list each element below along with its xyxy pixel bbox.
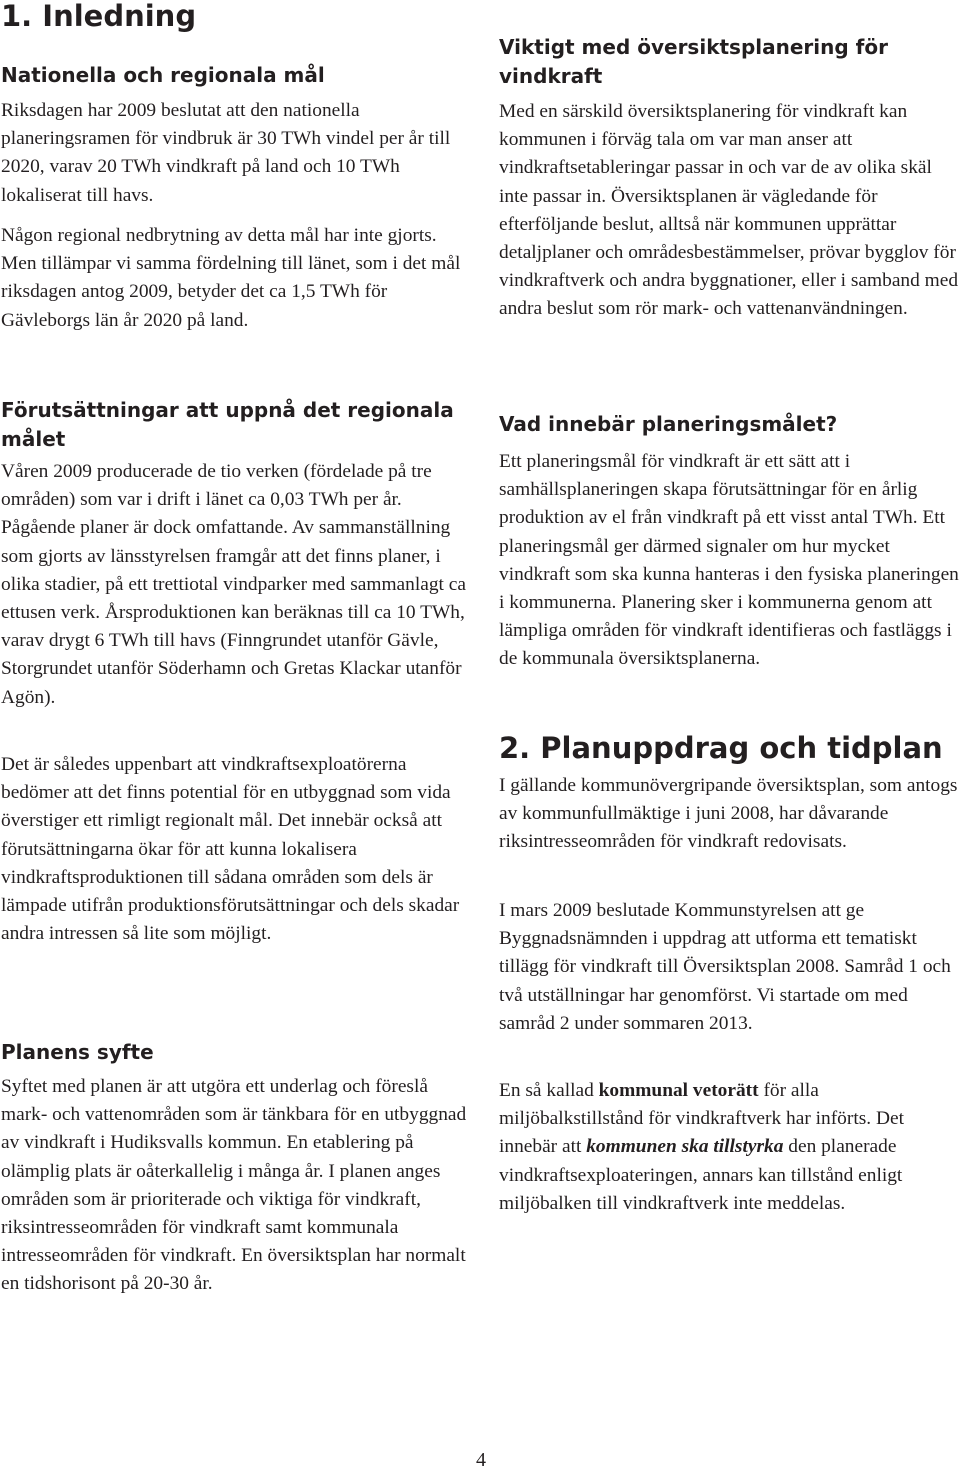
text-run: den planerade vindkraftsexploateringen, annars kan tillstånd enligt miljöbalken till vindkraftverk inte meddelas. <box>499 1136 903 1214</box>
paragraph-plan-purpose: Syftet med planen är att utgöra ett underlag och föreslå mark- och vattenområden som är tänkbara för en utbyggnad av vindkraft i Hudiksvalls kommun. En etablering på olämplig plats är oåterkallelig i många år. I planen anges områden som är prioriterade och viktiga för vindkraft, riksintresseområden för vindkraft samt kommunala intresseområden för vindkraft. En översiktsplan har normalt en tidshorisont på 20-30 år. <box>1 1076 467 1295</box>
paragraph-planning-goal: Ett planeringsmål för vindkraft är ett sätt att i samhällsplaneringen skapa förutsättningar för en årlig produktion av el från vindkraft på ett visst antal TWh. Ett planeringsmål ger därmed signaler om hur mycket vindkraft som ska kunna hanteras i den fysiska planeringen i kommunerna. Planering sker i kommunerna genom att lämpliga områden för vindkraft identifieras och fastläggs i de kommunala översiktsplanerna. <box>499 451 959 670</box>
bold-term-veto: kommunal vetorätt <box>598 1080 759 1101</box>
paragraph-assignment-2: I mars 2009 beslutade Kommunstyrelsen att ge Byggnadsnämnden i uppdrag att utforma ett tematiskt tillägg för vindkraft till Översiktsplan 2008. Samråd 1 och två utställningar har genomförst. Vi startade om med samråd 2 under sommaren 2013. <box>499 900 951 1034</box>
paragraph-planning-importance: Med en särskild översiktsplanering för vindkraft kan kommunen i förväg tala om var man anser att vindkraftsetableringar passar in och var de av olika skäl inte passar in. Översiktsplanen är vägledande för efterföljande beslut, alltså när kommunen upprättar detaljplaner och områdesbestämmelser, prövar bygglov för vindkraftverk och andra byggnationer, eller i samband med andra beslut som rör mark- och vattenanvändningen. <box>499 101 959 320</box>
bold-italic-term-approve: kommunen ska tillstyrka <box>586 1136 784 1158</box>
chapter-title: 1. Inledning <box>1 0 197 33</box>
section-heading-plan-purpose: Planens syfte <box>1 1040 154 1064</box>
text-run: En så kallad <box>499 1080 599 1101</box>
section-heading-planning-goal: Vad innebär planeringsmålet? <box>499 412 838 436</box>
paragraph-prerequisites-1: Våren 2009 producerade de tio verken (fördelade på tre områden) som var i drift i länet ca 0,03 TWh per år. Pågående planer är dock omfattande. Av sammanställning som gjorts av länsstyrelsen framgår att det finns planer, i olika stadier, på ett trettiotal vindparker med sammanlagt ca ettusen verk. Årsproduktionen kan beräknas till ca 10 TWh, varav drygt 6 TWh till havs (Finngrundet utanför Gävle, Storgrundet utanför Söderhamn och Gretas Klackar utanför Agön). <box>1 461 466 708</box>
page-number: 4 <box>476 1449 486 1471</box>
paragraph-national-goals-2: Någon regional nedbrytning av detta mål har inte gjorts. Men tillämpar vi samma fördelning till länet, som i det mål riksdagen antog 2009, betyder det ca 1,5 TWh för Gävleborgs län år 2020 på land. <box>1 225 461 331</box>
paragraph-assignment-1: I gällande kommunövergripande översiktsplan, som antogs av kommunfullmäktige i juni 2008, har dåvarande riksintresseområden för vindkraft redovisats. <box>499 775 958 853</box>
section-heading-planning-importance: Viktigt med översiktsplanering för vindkraft <box>499 35 888 88</box>
paragraph-national-goals-1: Riksdagen har 2009 beslutat att den nationella planeringsramen för vindbruk är 30 TWh vindel per år till 2020, varav 20 TWh vindkraft på land och 10 TWh lokaliserat till havs. <box>1 100 451 206</box>
paragraph-assignment-3 <box>499 1077 960 1218</box>
section-heading-national-goals: Nationella och regionala mål <box>1 63 325 87</box>
paragraph-prerequisites-2: Det är således uppenbart att vindkraftsexploatörerna bedömer att det finns potential för en utbyggnad som vida överstiger ett rimligt regionalt mål. Det innebär också att förutsättningarna ökar för att kunna lokalisera vindkraftsproduktionen till sådana områden som dels är lämpade utifrån produktionsförutsättningar och dels skadar andra intressen så lite som möjligt. <box>1 754 460 945</box>
section-heading-prerequisites: Förutsättningar att uppnå det regionala målet <box>1 398 454 451</box>
text-run: för alla miljöbalkstillstånd för vindkraftverk har införts. Det innebär att <box>499 1080 904 1158</box>
chapter-title-2: 2. Planuppdrag och tidplan <box>499 731 943 765</box>
